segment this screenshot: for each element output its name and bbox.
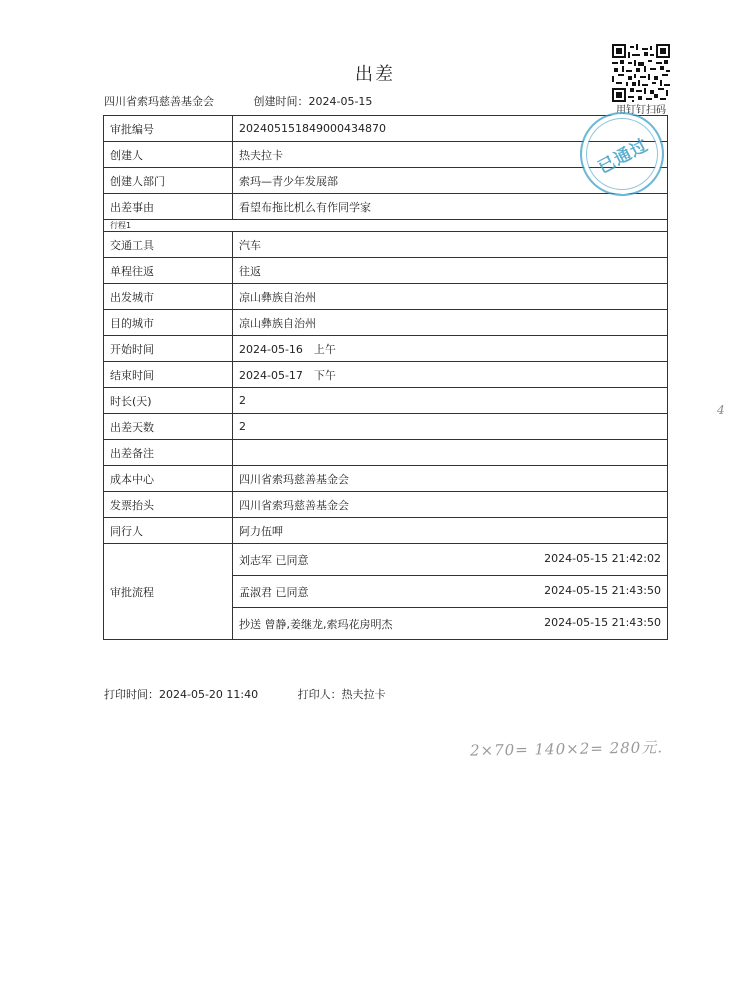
field-value: 2024-05-17 下午 [233, 362, 668, 388]
field-label: 出发城市 [104, 284, 233, 310]
field-label: 出差事由 [104, 194, 233, 220]
created-time: 创建时间：2024-05-15 [253, 95, 373, 108]
print-time: 打印时间：2024-05-20 11:40 [104, 688, 259, 701]
field-label: 成本中心 [104, 466, 233, 492]
approval-step-text: 孟淑君 已同意 [239, 585, 309, 599]
form-row [104, 388, 668, 414]
form-row [104, 194, 668, 220]
field-label: 时长(天) [104, 388, 233, 414]
document-meta [104, 93, 408, 109]
trip-section-row [104, 220, 668, 232]
qr-code-icon [612, 44, 670, 102]
approval-step-row [104, 544, 668, 576]
trip-section-label: 行程1 [104, 220, 668, 232]
handwritten-calculation: 2×70= 140×2= 280元. [469, 738, 664, 760]
form-row [104, 414, 668, 440]
field-value: 看望布拖比机么有作同学家 [233, 194, 668, 220]
field-value: 2 [233, 388, 668, 414]
approval-step-text: 抄送 曾静,姜继龙,索玛花房明杰 [239, 617, 393, 631]
printer: 打印人：热夫拉卡 [297, 688, 386, 701]
approval-step-time: 2024-05-15 21:42:02 [544, 551, 661, 565]
approval-step [233, 544, 668, 576]
field-label: 交通工具 [104, 232, 233, 258]
form-row [104, 258, 668, 284]
form-row [104, 492, 668, 518]
field-value: 2 [233, 414, 668, 440]
form-row [104, 284, 668, 310]
field-value: 热夫拉卡 [233, 142, 668, 168]
field-label: 出差备注 [104, 440, 233, 466]
form-row [104, 310, 668, 336]
form-row [104, 518, 668, 544]
field-value: 阿力伍呷 [233, 518, 668, 544]
approval-step [233, 608, 668, 640]
field-value: 索玛—青少年发展部 [233, 168, 668, 194]
field-value: 四川省索玛慈善基金会 [233, 466, 668, 492]
field-label: 目的城市 [104, 310, 233, 336]
travel-form-table [103, 115, 668, 640]
field-label: 创建人部门 [104, 168, 233, 194]
form-row [104, 362, 668, 388]
document-title: 出差 [355, 64, 395, 85]
field-value: 凉山彝族自治州 [233, 310, 668, 336]
form-row [104, 440, 668, 466]
field-label: 结束时间 [104, 362, 233, 388]
field-value: 凉山彝族自治州 [233, 284, 668, 310]
approval-step-time: 2024-05-15 21:43:50 [544, 583, 661, 597]
approval-step [233, 576, 668, 608]
organization-name: 四川省索玛慈善基金会 [104, 95, 214, 108]
field-value: 汽车 [233, 232, 668, 258]
form-row [104, 232, 668, 258]
field-value: 2024-05-16 上午 [233, 336, 668, 362]
handwritten-margin-note: 4 [717, 403, 725, 417]
field-label: 开始时间 [104, 336, 233, 362]
form-row [104, 336, 668, 362]
field-value: 四川省索玛慈善基金会 [233, 492, 668, 518]
field-label: 发票抬头 [104, 492, 233, 518]
field-label: 创建人 [104, 142, 233, 168]
approval-step-text: 刘志军 已同意 [239, 553, 309, 567]
field-value: 往返 [233, 258, 668, 284]
print-footer [104, 686, 422, 702]
field-value [233, 440, 668, 466]
field-value: 202405151849000434870 [233, 116, 668, 142]
qr-caption: 用钉钉扫码 [616, 105, 666, 116]
field-label: 同行人 [104, 518, 233, 544]
approval-flow-label: 审批流程 [104, 544, 233, 640]
field-label: 单程往返 [104, 258, 233, 284]
form-row [104, 466, 668, 492]
field-label: 出差天数 [104, 414, 233, 440]
field-label: 审批编号 [104, 116, 233, 142]
approved-stamp: 已通过 [565, 97, 679, 211]
approval-step-time: 2024-05-15 21:43:50 [544, 615, 661, 629]
